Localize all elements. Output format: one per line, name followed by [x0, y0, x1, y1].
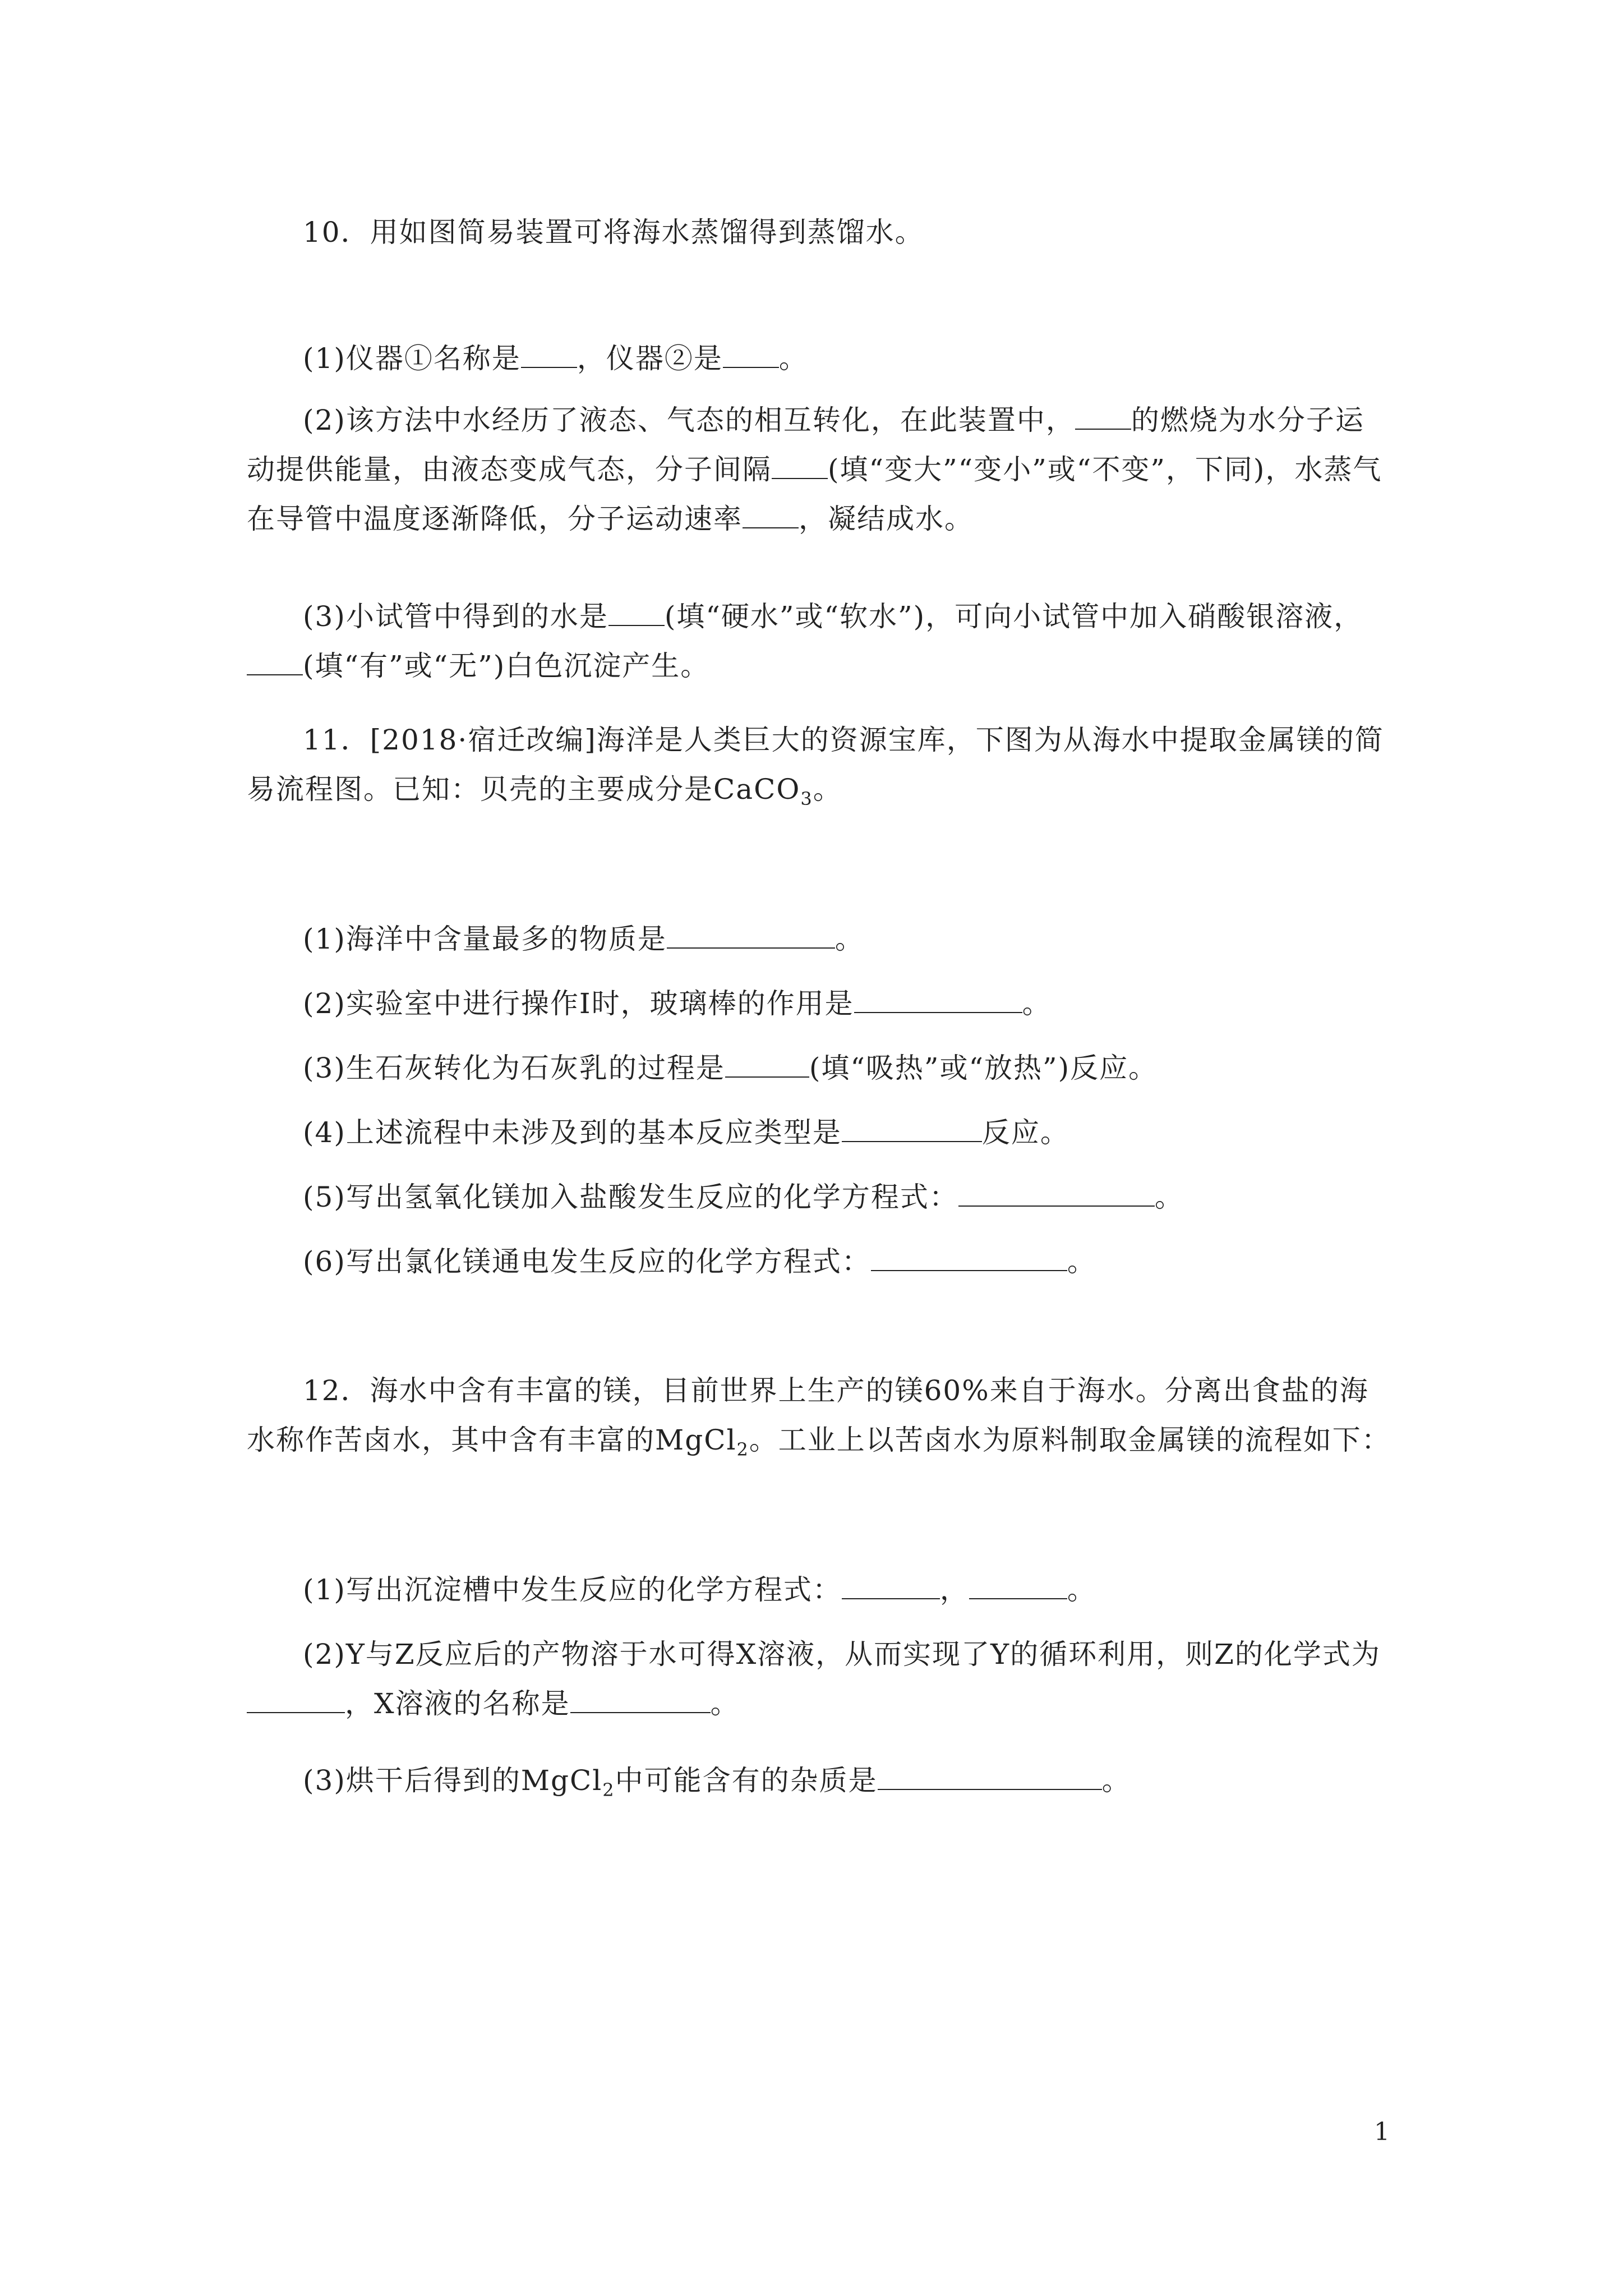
- answer-blank[interactable]: [842, 1577, 940, 1599]
- q10-part1: (1)仪器①名称是 ，仪器②是 。: [303, 342, 808, 375]
- answer-blank[interactable]: [247, 653, 303, 675]
- q12-part1: (1)写出沉淀槽中发生反应的化学方程式： ， 。: [303, 1573, 1096, 1606]
- chemical-formula: CaCO$_3$: [713, 773, 813, 809]
- answer-blank[interactable]: [958, 1184, 1155, 1207]
- q11-part2: (2)实验室中进行操作Ⅰ时，玻璃棒的作用是 。: [303, 987, 1052, 1020]
- answer-blank[interactable]: [772, 457, 828, 479]
- answer-blank[interactable]: [667, 926, 835, 949]
- answer-blank[interactable]: [723, 346, 779, 368]
- q11-part4: (4)上述流程中未涉及到的基本反应类型是 反应。: [303, 1116, 1069, 1149]
- q11-part3: (3)生石灰转化为石灰乳的过程是 (填“吸热”或“放热”)反应。: [303, 1052, 1158, 1084]
- answer-blank[interactable]: [608, 604, 665, 626]
- page-number: 1: [1374, 2118, 1390, 2146]
- answer-blank[interactable]: [521, 346, 577, 368]
- q10-stem: [247, 208, 1391, 257]
- answer-blank[interactable]: [854, 991, 1022, 1013]
- chemical-formula: MgCl$_2$: [520, 1764, 615, 1801]
- q12-part2: (2)Y与Z反应后的产物溶于水可得X溶液，从而实现了Y的循环利用，则Z的化学式为，X溶液的名称是 。: [247, 1630, 1391, 1728]
- chemical-formula: MgCl$_2$: [655, 1424, 749, 1460]
- q12-stem: 12．海水中含有丰富的镁，目前世界上生产的镁60%来自于海水。分离出食盐的海水称作苦卤水，其中含有丰富的MgCl$_2$。工业上以苦卤水为原料制取金属镁的流程如下：: [247, 1374, 1391, 1460]
- q10-stem-text: 10．用如图简易装置可将海水蒸馏得到蒸馏水。: [303, 216, 924, 249]
- answer-blank[interactable]: [725, 1055, 809, 1078]
- answer-blank[interactable]: [1075, 407, 1131, 430]
- q12-part3: (3)烘干后得到的MgCl$_2$中可能含有的杂质是 。: [303, 1764, 1131, 1801]
- answer-blank[interactable]: [871, 1249, 1067, 1271]
- q10-part3: (3)小试管中得到的水是 (填“硬水”或“软水”)，可向小试管中加入硝酸银溶液，(填“有”或“无”)白色沉淀产生。: [247, 592, 1391, 691]
- answer-blank[interactable]: [842, 1120, 982, 1142]
- q11-part5: (5)写出氢氧化镁加入盐酸发生反应的化学方程式： 。: [303, 1181, 1184, 1213]
- q11-part6: (6)写出氯化镁通电发生反应的化学方程式： 。: [303, 1245, 1096, 1278]
- answer-blank[interactable]: [969, 1577, 1067, 1599]
- q11-part1: (1)海洋中含量最多的物质是 。: [303, 923, 864, 955]
- answer-blank[interactable]: [743, 506, 799, 528]
- answer-blank[interactable]: [247, 1691, 345, 1713]
- q10-part2: (2)该方法中水经历了液态、气态的相互转化，在此装置中， 的燃烧为水分子运动提供能量，由液态变成气态，分子间隔 (填“变大”“变小”或“不变”，下同)，水蒸气在导管中温度逐渐降低，分子运动速率 ，凝结成水。: [247, 404, 1382, 535]
- answer-blank[interactable]: [878, 1768, 1102, 1790]
- q11-stem: 11．[2018·宿迁改编]海洋是人类巨大的资源宝库，下图为从海水中提取金属镁的简易流程图。已知：贝壳的主要成分是CaCO$_3$。: [247, 724, 1384, 809]
- answer-blank[interactable]: [570, 1691, 711, 1713]
